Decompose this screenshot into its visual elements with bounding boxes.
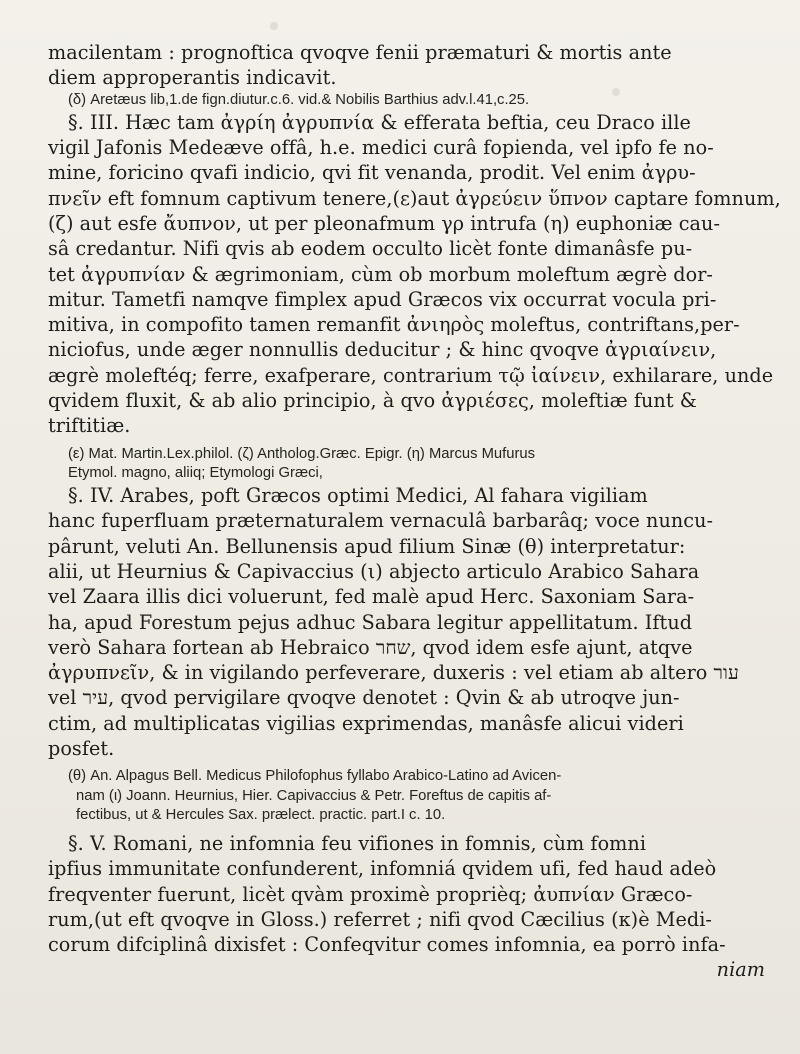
footnote-line: nam (ι) Joann. Heurnius, Hier. Capivaccius & Petr. Foreftus de capitis af-: [76, 787, 552, 804]
text-line: pârunt, veluti An. Bellunensis apud filium Sinæ (θ) interpretatur:: [48, 534, 686, 558]
text-line: vigil Jafonis Medeæve offâ, h.e. medici curâ fopienda, vel ipfo fe no-: [48, 136, 714, 160]
footnote-line: fectibus, ut & Hercules Sax. prælect. practic. part.I c. 10.: [76, 806, 446, 823]
text-line: diem approperantis indicavit.: [48, 66, 337, 90]
paper-stain: [270, 22, 278, 30]
text-line: ctim, ad multiplicatas vigilias exprimendas, manâsfe alicui videri: [48, 711, 684, 735]
footnote-line: Etymol. magno, aliiq; Etymologi Græci,: [68, 464, 323, 481]
text-line: mine, foricino qvafi indicio, qvi fit venanda, prodit. Vel enim ἀγρυ-: [48, 161, 696, 185]
text-line: mitur. Tametfi namqve fimplex apud Græcos vix occurrat vocula pri-: [48, 287, 717, 311]
text-line: macilentam : prognoftica qvoqve fenii præmaturi & mortis ante: [48, 41, 672, 64]
section-heading-line: §. III. Hæc tam ἀγρίη ἀγρυπνία & efferata beftia, ceu Draco ille: [68, 110, 691, 134]
text-line: vel עיר, qvod pervigilare qvoqve denotet : Qvin & ab utroqve jun-: [48, 686, 680, 710]
text-line: verò Sahara fortean ab Hebraico שחר, qvod idem esfe ajunt, atqve: [48, 635, 693, 659]
footnote-line: (δ) Aretæus lib,1.de fign.diutur.c.6. vid.& Nobilis Barthius adv.l.41,c.25.: [68, 91, 530, 108]
text-line: qvidem fluxit, & ab alio principio, à qvo ἀγριέσες, moleftiæ funt &: [48, 389, 697, 413]
section-heading-line: §. IV. Arabes, poft Græcos optimi Medici, Al fahara vigiliam: [68, 484, 648, 508]
text-line: posfet.: [48, 737, 115, 761]
text-line: alii, ut Heurnius & Capivaccius (ι) abjecto articulo Arabico Sahara: [48, 559, 700, 583]
catchword: niam: [716, 958, 765, 982]
text-line: hanc fuperfluam præternaturalem vernaculâ barbarâq; voce nuncu-: [48, 509, 714, 533]
footnote-line: (ε) Mat. Martin.Lex.philol. (ζ) Antholog.Græc. Epigr. (η) Marcus Mufurus: [68, 445, 536, 462]
text-line: corum difciplinâ dixisfet : Confeqvitur comes infomnia, ea porrò infa-: [48, 933, 726, 957]
text-line: ha, apud Forestum pejus adhuc Sabara legitur appellitatum. Iftud: [48, 610, 693, 634]
text-line: (ζ) aut esfe ἄυπνον, ut per pleonafmum γρ intrufa (η) euphoniæ cau-: [48, 211, 720, 235]
text-line: triftitiæ.: [48, 414, 131, 438]
text-line: πνεῖν eft fomnum captivum tenere,(ε)aut ἀγρεύειν ὕπνον captare fomnum,: [48, 186, 781, 210]
text-line: sâ credantur. Nifi qvis ab eodem occulto licèt fonte dimanâsfe pu-: [48, 237, 693, 261]
text-line: niciofus, unde æger nonnullis deducitur ; & hinc qvoqve ἀγριαίνειν,: [48, 338, 717, 362]
text-line: tet ἀγρυπνίαν & ægrimoniam, cùm ob morbum moleftum ægrè dor-: [48, 262, 713, 286]
text-line: ægrè moleftéq; ferre, exafperare, contrarium τῷ ἰαίνειν, exhilarare, unde: [48, 363, 774, 387]
text-line: ἀγρυπνεῖν, & in vigilando perfeverare, duxeris : vel etiam ab altero עור: [48, 661, 739, 685]
section-heading-line: §. V. Romani, ne infomnia feu vifiones in fomnis, cùm fomni: [68, 831, 647, 855]
text-line: ipfius immunitate confunderent, infomniá qvidem ufi, fed haud adeò: [48, 857, 717, 881]
text-column: [48, 40, 783, 983]
text-line: rum,(ut eft qvoqve in Gloss.) referret ; nifi qvod Cæcilius (κ)è Medi-: [48, 907, 712, 931]
text-line: mitiva, in compofito tamen remanfit ἀνιηρὸς moleftus, contriftans,per-: [48, 313, 740, 337]
text-line: freqventer fuerunt, licèt qvàm proximè proprièq; ἀυπνίαν Græco-: [48, 882, 693, 906]
footnote-line: (θ) An. Alpagus Bell. Medicus Philofophus fyllabo Arabico-Latino ad Avicen-: [68, 768, 562, 785]
text-line: vel Zaara illis dici voluerunt, fed malè apud Herc. Saxoniam Sara-: [48, 585, 695, 609]
